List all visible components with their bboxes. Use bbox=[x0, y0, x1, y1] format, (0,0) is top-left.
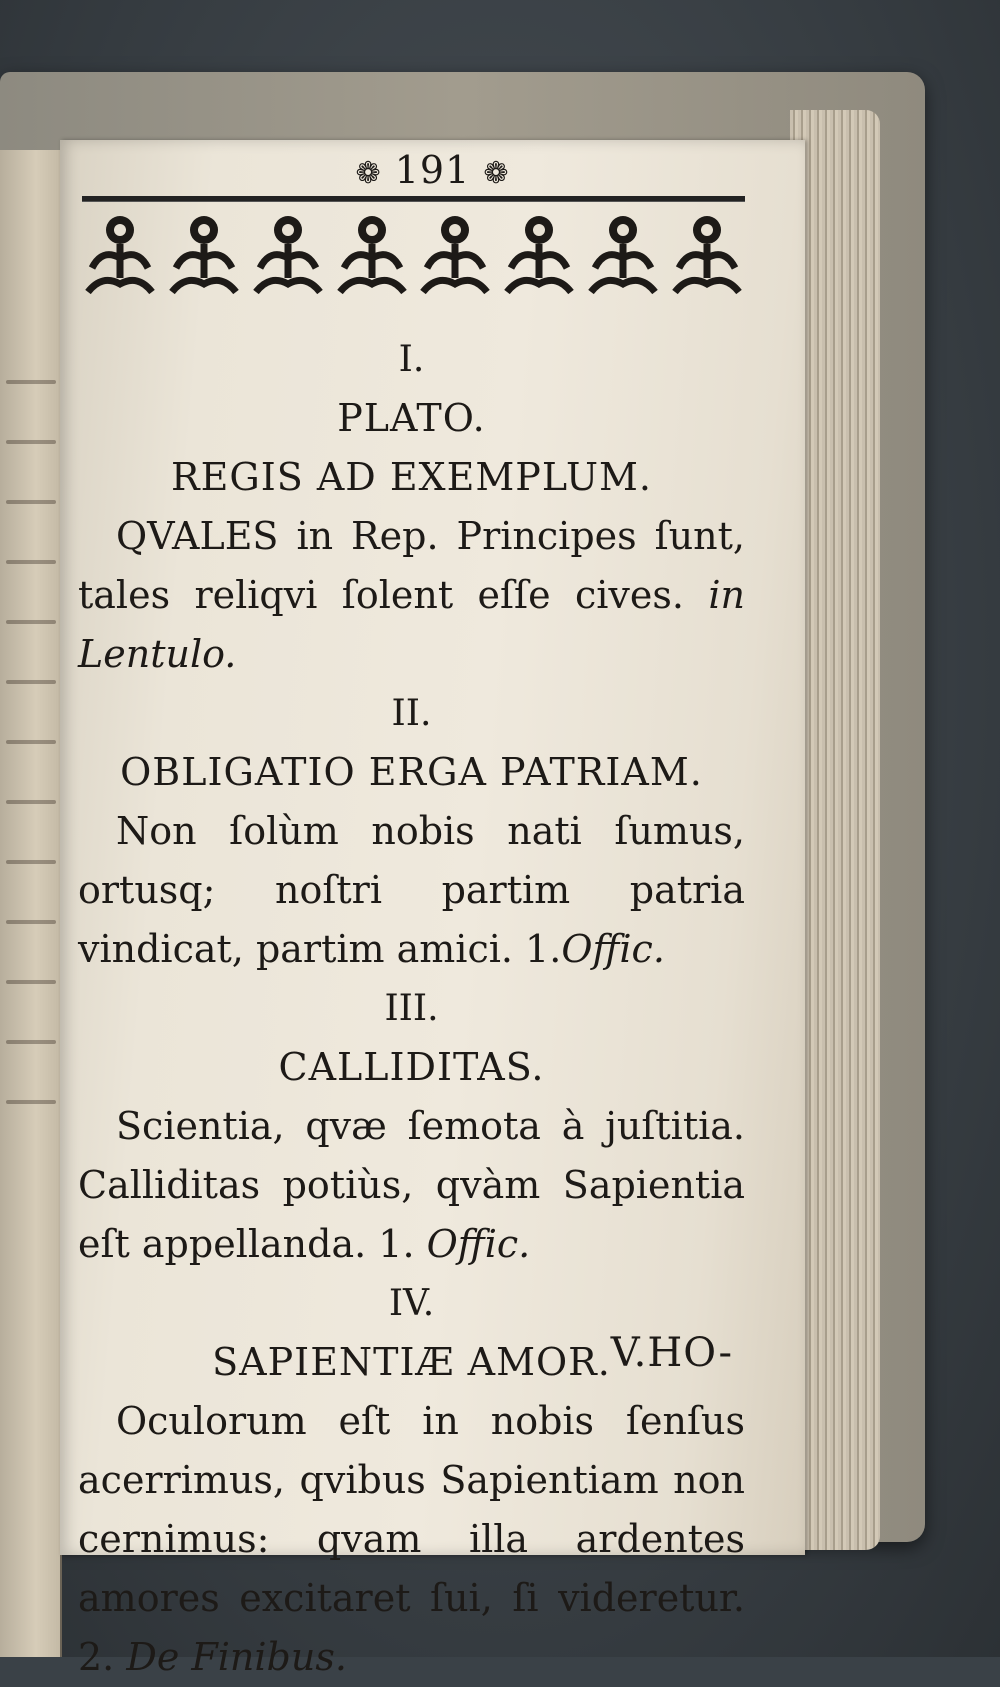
catchword: V.HO- bbox=[610, 1330, 733, 1376]
ornament-band bbox=[82, 208, 745, 300]
entry-citation: De Finibus. bbox=[126, 1635, 347, 1679]
book-page bbox=[60, 140, 805, 1679]
entry-heading: REGIS AD EXEMPLUM. bbox=[171, 455, 652, 499]
entry-numeral: III. bbox=[384, 988, 439, 1029]
entry-text bbox=[78, 802, 745, 979]
entry-heading: SAPIENTIÆ AMOR. bbox=[212, 1340, 611, 1384]
page-header bbox=[60, 148, 805, 192]
page-text bbox=[78, 330, 745, 1687]
fleuron-icon: ❁ bbox=[483, 156, 510, 191]
entry-body: Scientia, qvæ ſemota à juſtitia. Calliditas potiùs, qvàm Sapientia eſt appellanda. 1. bbox=[78, 1104, 745, 1266]
facing-page bbox=[0, 150, 62, 1657]
page-number: 191 bbox=[394, 148, 471, 192]
entry-numeral: IV. bbox=[388, 1283, 435, 1324]
entry-text bbox=[78, 507, 745, 684]
entry-text bbox=[78, 1097, 745, 1274]
entry-citation: Offic. bbox=[426, 1222, 531, 1266]
entry-numeral: I. bbox=[398, 339, 425, 380]
flower-ornament-icon bbox=[417, 208, 493, 300]
entry bbox=[78, 979, 745, 1274]
fleuron-icon: ❁ bbox=[355, 156, 382, 191]
entry-numeral: II. bbox=[391, 693, 432, 734]
flower-ornament-icon bbox=[501, 208, 577, 300]
entry-text bbox=[78, 1392, 745, 1687]
entry-citation: in Lentulo. bbox=[78, 573, 745, 676]
flower-ornament-icon bbox=[250, 208, 326, 300]
entry-body: Oculorum eſt in nobis ſenſus acerrimus, qvibus Sapientiam non cernimus: qvam illa ardentes amores excitaret ſui, ſi videretur. 2. bbox=[78, 1399, 745, 1679]
entry bbox=[78, 330, 745, 684]
flower-ornament-icon bbox=[669, 208, 745, 300]
entry-heading: CALLIDITAS. bbox=[278, 1045, 545, 1089]
flower-ornament-icon bbox=[166, 208, 242, 300]
entry-body: QVALES in Rep. Principes ſunt, tales reliqvi ſolent eſſe cives. bbox=[78, 514, 745, 617]
flower-ornament-icon bbox=[585, 208, 661, 300]
entry bbox=[78, 684, 745, 979]
flower-ornament-icon bbox=[82, 208, 158, 300]
entry-body: Non ſolùm nobis nati ſumus, ortusq; noſtri partim patria vindicat, partim amici. 1. bbox=[78, 809, 745, 971]
entry-citation: Offic. bbox=[561, 927, 665, 971]
header-rule bbox=[82, 196, 745, 202]
flower-ornament-icon bbox=[334, 208, 410, 300]
entry-heading: PLATO. bbox=[337, 396, 486, 440]
entry-heading: OBLIGATIO ERGA PATRIAM. bbox=[120, 750, 703, 794]
